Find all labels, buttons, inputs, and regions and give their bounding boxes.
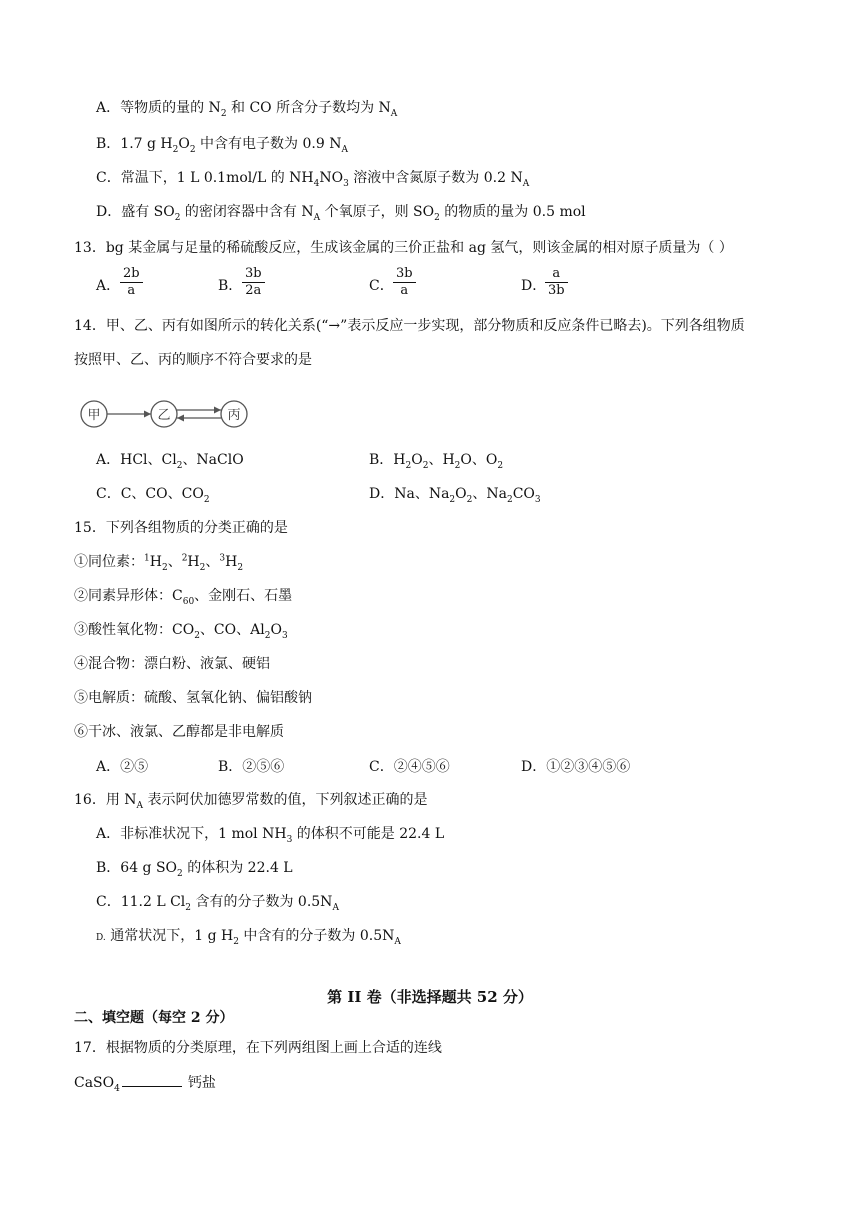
q12-option-b: B．1.7 g $H_2O_2$ 中含有电子数为 0.9 $N_A$ (96, 136, 348, 155)
q17-item-caso4: CaSO$_4$ 钙盐 (74, 1072, 216, 1093)
q14-option-b: B．$H_2O_2$、$H_2O$、$O_2$ (369, 452, 504, 471)
part2-title: 第 II 卷（非选择题共 52 分） (327, 988, 533, 1006)
q13-option-c-fraction: $\frac{3b}{a}$ (393, 266, 416, 299)
q16-option-a: A．非标准状况下，1 mol $NH_3$ 的体积不可能是 22.4 L (96, 826, 445, 845)
q15-stem: 15．下列各组物质的分类正确的是 (74, 520, 288, 536)
q12-option-d: D．盛有 $SO_2$ 的密闭容器中含有 $N_A$ 个氧原子，则 $SO_2$ 的物质的量为 0.5 mol (96, 204, 586, 223)
q12-option-c: C．常温下，1 L 0.1mol/L 的 $NH_4NO_3$ 溶液中含氮原子数为 0.2 $N_A$ (96, 170, 530, 189)
q14-transformation-diagram (74, 394, 254, 434)
q15-option-d: D．①②③④⑤⑥ (521, 759, 631, 775)
arrow-bing-yi-icon (177, 415, 184, 422)
q15-option-b: B．②⑤⑥ (218, 759, 285, 775)
q13-option-b: B． (218, 278, 243, 294)
node-bing-label: 丙 (227, 408, 241, 423)
arrow-yi-bing-icon (214, 407, 221, 414)
node-yi-label: 乙 (157, 408, 171, 423)
q13-stem: 13．bg 某金属与足量的稀硫酸反应，生成该金属的三价正盐和 ag 氢气，则该金属的相对原子质量为（ ） (74, 240, 733, 256)
q17-stem: 17．根据物质的分类原理，在下列两组图上画上合适的连线 (74, 1040, 442, 1056)
q15-item-4: ④混合物：漂白粉、液氯、硬铝 (74, 656, 270, 672)
q12-option-a: A．等物质的量的 $N_2$ 和 CO 所含分子数均为 $N_A$ (96, 100, 398, 119)
q17-blank-line (122, 1072, 182, 1087)
q16-option-b: B．64 g $SO_2$ 的体积为 22.4 L (96, 860, 293, 879)
q13-option-b-fraction: $\frac{3b}{2a}$ (242, 266, 265, 299)
q13-option-a-fraction: $\frac{2b}{a}$ (120, 266, 143, 299)
q14-stem-line2: 按照甲、乙、丙的顺序不符合要求的是 (74, 352, 312, 368)
arrow-jia-yi-icon (144, 411, 151, 418)
q16-stem: 16．用 $N_A$ 表示阿伏加德罗常数的值，下列叙述正确的是 (74, 792, 428, 811)
q15-item-2: ②同素异形体：$C_{60}$、金刚石、石墨 (74, 588, 293, 607)
q13-option-c: C． (369, 278, 394, 294)
q13-option-d-fraction: $\frac{a}{3b}$ (545, 266, 568, 299)
q14-option-c: C．C、CO、$CO_2$ (96, 486, 210, 505)
q15-item-1: ①同位素：$^1H_2$、$^2H_2$、$^3H_2$ (74, 553, 244, 573)
q13-option-d: D． (521, 278, 547, 294)
q14-option-d: D．Na、$Na_2O_2$、$Na_2CO_3$ (369, 486, 541, 505)
q15-option-c: C．②④⑤⑥ (369, 759, 450, 775)
part2-section-heading: 二、填空题（每空 2 分） (74, 1010, 234, 1026)
q15-item-3: ③酸性氧化物：$CO_2$、CO、$Al_2O_3$ (74, 622, 288, 641)
q16-option-c: C．11.2 L $Cl_2$ 含有的分子数为 $0.5N_A$ (96, 894, 339, 913)
q15-option-a: A．②⑤ (96, 759, 149, 775)
q15-item-6: ⑥干冰、液氯、乙醇都是非电解质 (74, 724, 284, 740)
node-jia-label: 甲 (87, 408, 101, 423)
q16-option-d: D. 通常状况下，1 g $H_2$ 中含有的分子数为 $0.5N_A$ (96, 928, 401, 947)
q13-option-a: A． (96, 278, 121, 294)
q14-stem-line1: 14．甲、乙、丙有如图所示的转化关系(“→”表示反应一步实现，部分物质和反应条件已略去)。下列各组物质 (74, 318, 745, 334)
q15-item-5: ⑤电解质：硫酸、氢氧化钠、偏铝酸钠 (74, 690, 312, 706)
q14-option-a: A．HCl、$Cl_2$、NaClO (96, 452, 244, 471)
